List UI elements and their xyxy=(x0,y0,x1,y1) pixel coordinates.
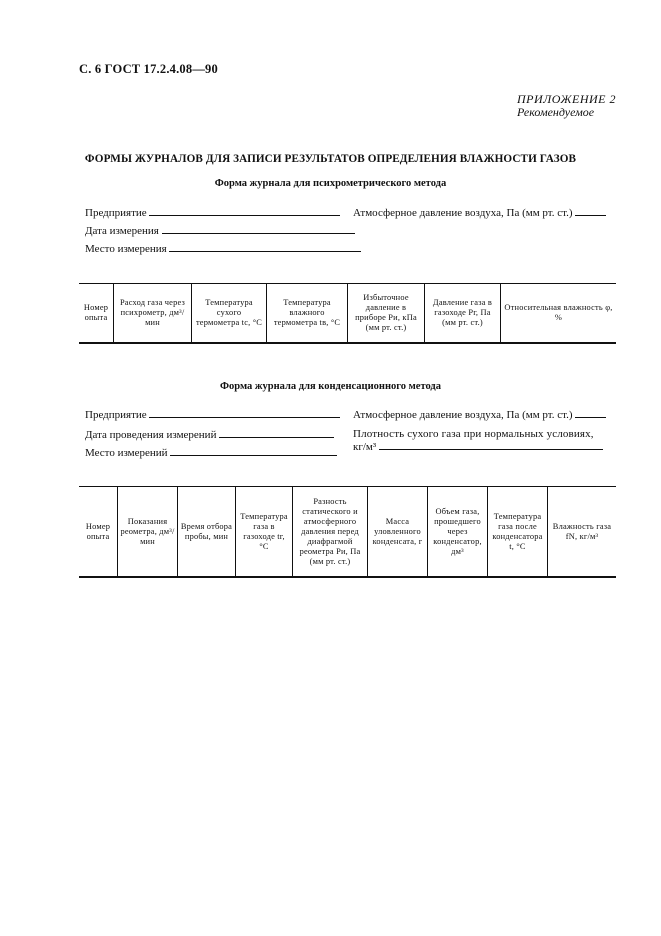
form1-enterprise-field xyxy=(85,206,340,219)
form2-header-row xyxy=(79,487,616,578)
appendix-label xyxy=(517,93,616,119)
form1-enterprise-label: Предприятие xyxy=(85,207,147,219)
form2-col-gas-temp: Температура газа в газоходе tг, °С xyxy=(236,487,293,578)
appendix-subtitle: Рекомендуемое xyxy=(517,105,595,119)
form2-col-condensate-mass: Масса уловленного конденсата, г xyxy=(368,487,428,578)
form1-col-duct-pressure: Давление газа в газоходе Pг, Па (мм рт. ст.) xyxy=(425,284,501,344)
form1-pressure-line[interactable] xyxy=(575,206,606,216)
form2-enterprise-label: Предприятие xyxy=(85,409,147,421)
form1-pressure-label: Атмосферное давление воздуха, Па (мм рт. ст.) xyxy=(353,207,573,219)
form1-col-number: Номер опыта xyxy=(79,284,114,344)
form2-col-number: Номер опыта xyxy=(79,487,118,578)
form2-col-temp-after: Температура газа после конденсатора t, °С xyxy=(488,487,548,578)
form2-date-field xyxy=(85,428,334,441)
form2-date-line[interactable] xyxy=(219,428,334,438)
form2-col-reometer: Показания реометра, дм³/мин xyxy=(118,487,178,578)
form2-date-label: Дата проведения измерений xyxy=(85,429,217,441)
form2-col-sampling-time: Время отбора пробы, мин xyxy=(178,487,236,578)
form1-pressure-field xyxy=(353,206,606,219)
form1-col-humidity: Относительная влажность φ, % xyxy=(501,284,617,344)
form1-date-label: Дата измерения xyxy=(85,225,159,237)
form2-density-field xyxy=(353,428,611,453)
form1-place-label: Место измерения xyxy=(85,243,167,255)
form1-table xyxy=(79,283,616,344)
form2-title: Форма журнала для конденсационного метода xyxy=(220,381,441,392)
form1-header-row xyxy=(79,284,616,344)
form2-density-unit: кг/м³ xyxy=(353,441,377,453)
form2-pressure-label: Атмосферное давление воздуха, Па (мм рт. ст.) xyxy=(353,409,573,421)
form1-col-wet-temp: Температура влажного термометра tв, °С xyxy=(267,284,348,344)
main-title: ФОРМЫ ЖУРНАЛОВ ДЛЯ ЗАПИСИ РЕЗУЛЬТАТОВ ОПРЕДЕЛЕНИЯ ВЛАЖНОСТИ ГАЗОВ xyxy=(84,153,577,165)
form1-enterprise-line[interactable] xyxy=(149,206,340,216)
form2-place-label: Место измерений xyxy=(85,447,168,459)
form1-date-line[interactable] xyxy=(162,224,355,234)
form1-place-line[interactable] xyxy=(169,242,361,252)
form2-col-gas-volume: Объем газа, прошедшего через конденсатор, дм³ xyxy=(428,487,488,578)
form2-place-field xyxy=(85,446,337,459)
form2-col-pressure-difference: Разность статического и атмосферного давления перед диафрагмой реометра Pи, Па (мм рт. ст.) xyxy=(293,487,368,578)
form2-enterprise-field xyxy=(85,408,340,421)
form1-title: Форма журнала для психрометрического метода xyxy=(214,178,447,189)
form1-col-dry-temp: Температура сухого термометра tс, °С xyxy=(192,284,267,344)
form2-table xyxy=(79,486,616,578)
form2-col-humidity: Влажность газа fN, кг/м³ xyxy=(548,487,617,578)
form2-density-label: Плотность сухого газа при нормальных условиях, xyxy=(353,428,594,440)
form2-pressure-field xyxy=(353,408,606,421)
form1-place-field xyxy=(85,242,361,255)
form1-col-flow: Расход газа через психрометр, дм³/мин xyxy=(114,284,192,344)
page-header: С. 6 ГОСТ 17.2.4.08—90 xyxy=(79,62,218,76)
appendix-title: ПРИЛОЖЕНИЕ 2 xyxy=(517,92,616,106)
form2-pressure-line[interactable] xyxy=(575,408,606,418)
form1-date-field xyxy=(85,224,355,237)
form1-col-excess-pressure: Избыточное давление в приборе Pи, кПа (мм рт. ст.) xyxy=(348,284,425,344)
form2-density-line[interactable] xyxy=(379,440,603,450)
form2-enterprise-line[interactable] xyxy=(149,408,340,418)
form2-place-line[interactable] xyxy=(170,446,337,456)
